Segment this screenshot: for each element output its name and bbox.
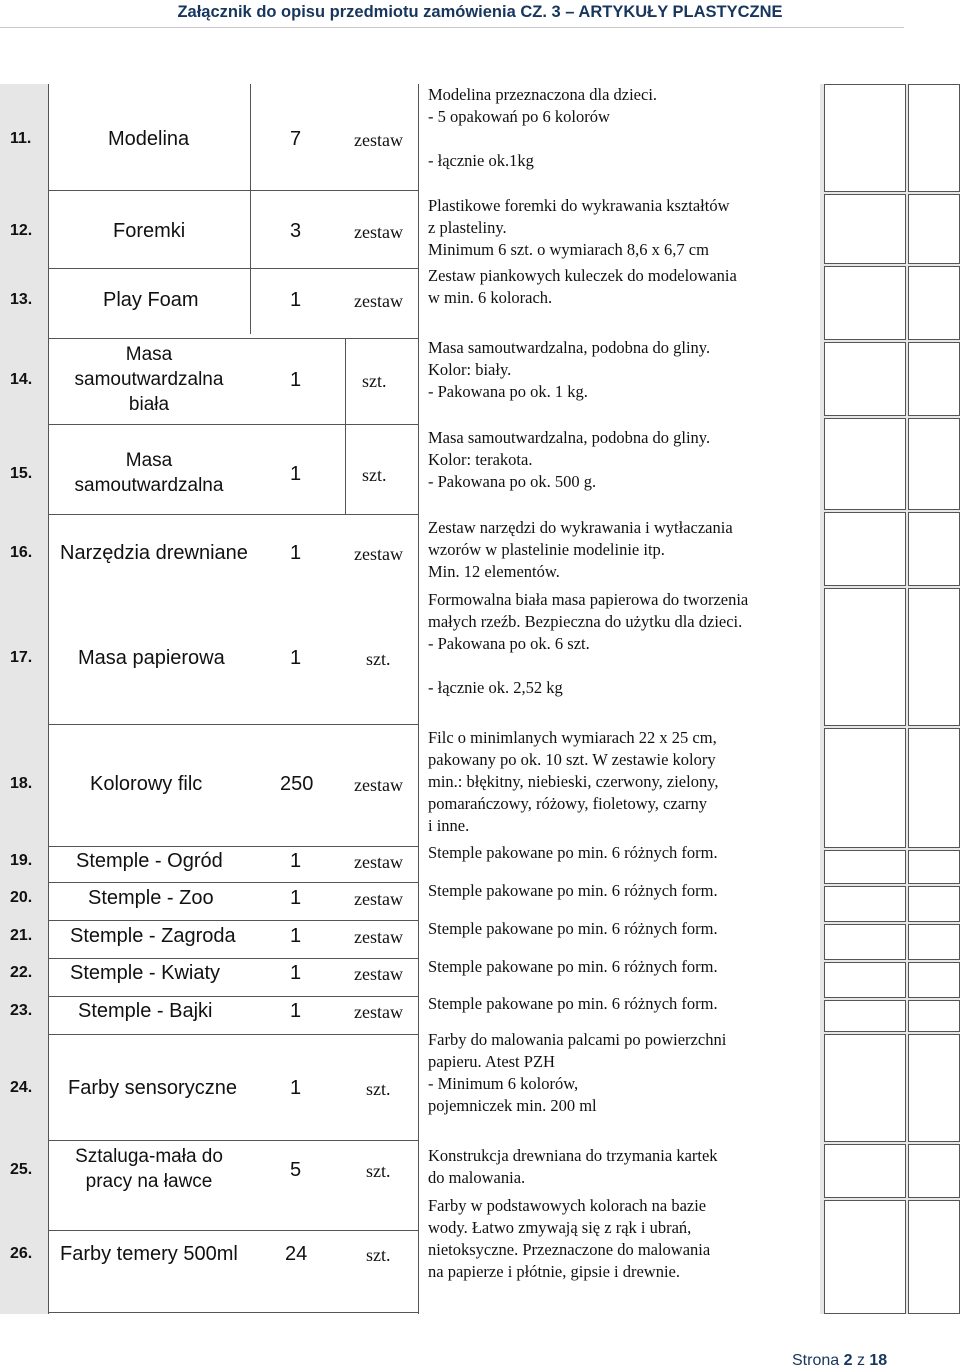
item-quantity: 7 [290,128,302,150]
description-line: Formowalna biała masa papierowa do tworzenia [428,590,749,609]
item-quantity: 1 [290,289,302,311]
item-name: Farby temery 500ml [60,1243,238,1265]
empty-cell [824,924,906,960]
empty-cell [824,1200,906,1314]
item-quantity: 1 [290,1077,302,1099]
item-name: Stemple - Zagroda [70,925,236,947]
description-line: na papierze i płótnie, gipsie i drewnie. [428,1262,680,1281]
empty-cell [908,962,960,998]
empty-cell [824,1034,906,1142]
header-divider [0,27,904,28]
empty-cell [908,418,960,510]
item-unit: zestaw [354,544,403,564]
item-name: Foremki [113,220,186,242]
description-line: - Pakowana po ok. 500 g. [428,472,597,491]
row-line [48,190,418,191]
description-line: Farby do malowania palcami po powierzchni [428,1030,727,1049]
item-name-line: biała [128,394,170,415]
item-unit: zestaw [354,1002,403,1022]
empty-cell [824,194,906,264]
item-name-line: Masa [125,344,173,365]
empty-cell [824,342,906,416]
item-quantity: 1 [290,850,302,872]
item-unit: szt. [366,1161,391,1181]
item-unit: zestaw [354,964,403,984]
description-line: małych rzeźb. Bezpieczna do użytku dla dzieci. [428,612,743,631]
item-quantity: 1 [290,542,302,564]
item-quantity: 5 [290,1159,302,1181]
empty-cell [908,924,960,960]
item-name: Stemple - Zoo [88,887,214,909]
column-line [418,84,419,1314]
description-line: pakowany po ok. 10 szt. W zestawie kolory [428,750,716,769]
empty-cell [908,266,960,340]
empty-cell [908,1000,960,1032]
empty-cell [908,1034,960,1142]
row-number: 25. [10,1161,33,1178]
description-line: Konstrukcja drewniana do trzymania kartek [428,1146,718,1165]
description-line: i inne. [428,816,470,835]
description-line: - łącznie ok.1kg [428,151,534,170]
item-quantity: 1 [290,1000,302,1022]
empty-cell [824,886,906,922]
empty-cell [908,194,960,264]
description-line: Kolor: terakota. [428,450,533,469]
description-line: Stemple pakowane po min. 6 różnych form. [428,919,718,938]
row-line [48,514,418,515]
row-line [48,1140,418,1141]
row-line [48,846,418,847]
description-line: - 5 opakowań po 6 kolorów [428,107,610,126]
item-quantity: 1 [290,463,302,485]
description-line: papieru. Atest PZH [428,1052,555,1071]
item-name: Play Foam [103,289,199,311]
row-number: 12. [10,222,33,239]
item-name-line: Masa [125,450,173,471]
page-sep: z [856,1352,865,1369]
item-quantity: 250 [280,773,314,795]
item-name-line: samoutwardzalna [74,475,224,496]
description-line: Stemple pakowane po min. 6 różnych form. [428,881,718,900]
row-number: 18. [10,775,33,792]
empty-cell [908,850,960,884]
description-line: wzorów w plastelinie modelinie itp. [428,540,665,559]
description-line: Masa samoutwardzalna, podobna do gliny. [428,338,711,357]
row-number: 24. [10,1079,33,1096]
item-name: Stemple - Kwiaty [70,962,221,984]
item-name-line: Sztaluga-mała do [75,1146,223,1167]
empty-cell [824,588,906,726]
row-number: 22. [10,964,33,981]
item-name-line: samoutwardzalna [74,369,224,390]
row-number: 14. [10,371,33,388]
item-name: Stemple - Bajki [78,1000,213,1022]
row-line [48,882,418,883]
empty-cell [824,962,906,998]
row-line [48,1034,418,1035]
description-line: nietoksyczne. Przeznaczone do malowania [428,1240,711,1259]
empty-cell [908,342,960,416]
description-line: - Pakowana po ok. 6 szt. [428,634,590,653]
row-number: 20. [10,889,33,906]
item-quantity: 24 [285,1243,308,1265]
item-quantity: 1 [290,962,302,984]
description-line: min.: błękitny, niebieski, czerwony, zielony, [428,772,719,791]
item-quantity: 1 [290,925,302,947]
item-quantity: 1 [290,887,302,909]
item-unit: zestaw [354,927,403,947]
description-line: Zestaw narzędzi do wykrawania i wytłaczania [428,518,733,537]
description-line: wody. Łatwo zmywają się z rąk i ubrań, [428,1218,692,1237]
description-line: Plastikowe foremki do wykrawania kształtów [428,196,730,215]
page-total: 18 [869,1352,888,1369]
page-header [0,0,960,28]
empty-cell [908,1200,960,1314]
page-label: Strona [792,1352,840,1369]
item-name: Kolorowy filc [90,773,203,795]
row-number: 21. [10,927,33,944]
description-line: Filc o minimlanych wymiarach 22 x 25 cm, [428,728,717,747]
item-name: Masa papierowa [78,647,225,669]
item-name: Narzędzia drewniane [60,542,248,564]
row-line [48,338,418,339]
item-unit: zestaw [354,222,403,242]
item-name-line: pracy na ławce [85,1171,213,1192]
page-number: 2 [843,1352,853,1369]
row-number: 26. [10,1245,33,1262]
row-number: 11. [10,130,32,147]
item-quantity: 1 [290,369,302,391]
item-unit: zestaw [354,291,403,311]
item-unit: szt. [362,371,387,391]
empty-cell [908,84,960,192]
description-line: - łącznie ok. 2,52 kg [428,678,563,697]
description-line: Stemple pakowane po min. 6 różnych form. [428,994,718,1013]
row-line [48,1312,418,1313]
empty-cell [908,728,960,848]
description-line: Kolor: biały. [428,360,512,379]
description-line: - Pakowana po ok. 1 kg. [428,382,588,401]
row-number: 19. [10,852,33,869]
item-unit: szt. [366,1079,391,1099]
description-line: - Minimum 6 kolorów, [428,1074,579,1093]
row-number: 16. [10,544,33,561]
empty-cell [908,886,960,922]
item-unit: zestaw [354,889,403,909]
item-quantity: 3 [290,220,302,242]
empty-cell [824,418,906,510]
column-line [250,84,251,334]
description-line: Min. 12 elementów. [428,562,560,581]
description-line: Stemple pakowane po min. 6 różnych form. [428,957,718,976]
left-shade [0,84,48,1314]
empty-cell [824,1000,906,1032]
item-name: Farby sensoryczne [68,1077,237,1099]
empty-cell [824,512,906,586]
item-unit: zestaw [354,852,403,872]
row-line [48,724,418,725]
row-line [48,958,418,959]
page-footer [792,1352,887,1370]
description-line: w min. 6 kolorach. [428,288,553,307]
row-line [48,1230,418,1231]
item-unit: szt. [366,649,391,669]
row-number: 13. [10,291,33,308]
description-line: pojemniczek min. 200 ml [428,1096,597,1115]
item-unit: szt. [362,465,387,485]
column-line [345,338,346,514]
item-unit: zestaw [354,775,403,795]
empty-cell [824,728,906,848]
row-number: 15. [10,465,33,482]
description-line: Modelina przeznaczona dla dzieci. [428,85,658,104]
empty-cell [908,1144,960,1198]
empty-cell [824,84,906,192]
description-line: Masa samoutwardzalna, podobna do gliny. [428,428,711,447]
item-quantity: 1 [290,647,302,669]
description-line: Minimum 6 szt. o wymiarach 8,6 x 6,7 cm [428,240,709,259]
empty-cell [908,512,960,586]
item-unit: zestaw [354,130,403,150]
empty-cell [824,266,906,340]
row-line [48,424,418,425]
description-line: Stemple pakowane po min. 6 różnych form. [428,843,718,862]
description-line: Farby w podstawowych kolorach na bazie [428,1196,707,1215]
empty-cell [908,588,960,726]
item-name: Modelina [108,128,190,150]
description-line: pomarańczowy, różowy, fioletowy, czarny [428,794,708,813]
row-number: 17. [10,649,33,666]
description-line: z plasteliny. [428,218,507,237]
row-line [48,996,418,997]
row-number: 23. [10,1002,33,1019]
row-line [48,268,418,269]
description-line: do malowania. [428,1168,526,1187]
row-line [48,920,418,921]
item-name: Stemple - Ogród [76,850,223,872]
empty-cell [824,1144,906,1198]
document-title: Załącznik do opisu przedmiotu zamówienia CZ. 3 – ARTYKUŁY PLASTYCZNE [177,3,783,21]
description-line: Zestaw piankowych kuleczek do modelowania [428,266,737,285]
item-unit: szt. [366,1245,391,1265]
empty-cell [824,850,906,884]
